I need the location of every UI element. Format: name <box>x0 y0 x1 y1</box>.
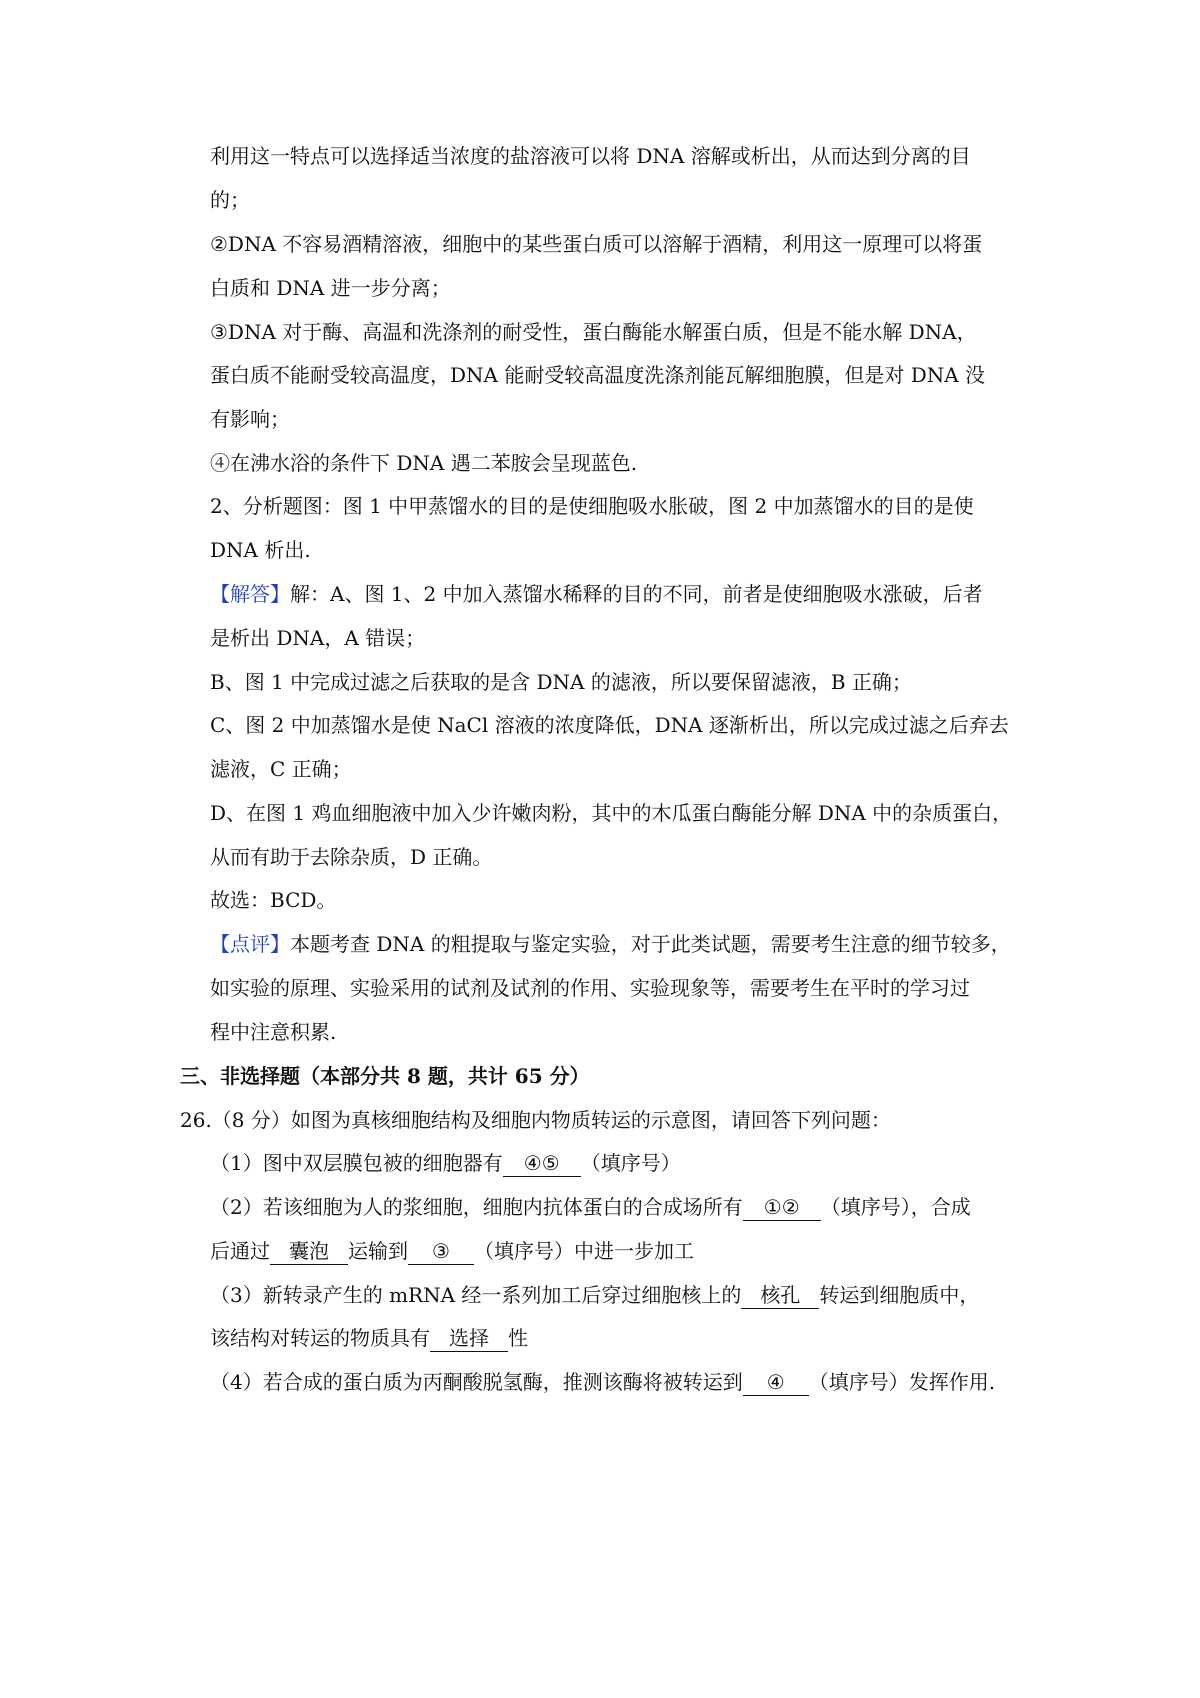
comment-line1 <box>210 930 1011 958</box>
q26-s2-prefix: （2）若该细胞为人的浆细胞，细胞内抗体蛋白的合成场所有 <box>210 1195 743 1219</box>
q26-s2b-answer1: 囊泡 <box>270 1238 348 1265</box>
q26-s2-suffix: （填序号），合成 <box>820 1195 971 1219</box>
q26-subq4 <box>210 1368 995 1396</box>
q26-s3-prefix: （3）新转录产生的 mRNA 经一系列加工后穿过细胞核上的 <box>210 1283 742 1307</box>
q26-subq2-cont <box>210 1237 694 1265</box>
q26-subq2 <box>210 1193 971 1221</box>
answer-tag: 【解答】 <box>210 582 290 606</box>
q26-s2b-suffix: （填序号）中进一步加工 <box>474 1239 694 1263</box>
q26-s2-answer: ①② <box>743 1194 821 1221</box>
q26-s4-answer: ④ <box>743 1369 809 1396</box>
q26-s3b-prefix: 该结构对转运的物质具有 <box>210 1326 430 1350</box>
analysis-p2-line2: 白质和 DNA 进一步分离； <box>210 276 451 300</box>
analysis-p3-line2: 蛋白质不能耐受较高温度，DNA 能耐受较高温度洗涤剂能瓦解细胞膜，但是对 DNA 没 <box>210 363 986 387</box>
analysis-p2-line1: ②DNA 不容易酒精溶液，细胞中的某些蛋白质可以溶解于酒精，利用这一原理可以将蛋 <box>210 232 983 256</box>
q26-s3b-suffix: 性 <box>508 1326 528 1350</box>
answer-line-c2: 滤液，C 正确； <box>210 757 352 781</box>
comment-line2: 如实验的原理、实验采用的试剂及试剂的作用、实验现象等，需要考生在平时的学习过 <box>210 976 970 1000</box>
analysis-p5-line1: 2、分析题图：图 1 中甲蒸馏水的目的是使细胞吸水胀破，图 2 中加蒸馏水的目的是使 <box>210 494 974 518</box>
q26-subq1 <box>210 1149 681 1177</box>
comment-tag: 【点评】 <box>210 932 290 956</box>
answer-line-a1 <box>210 580 983 608</box>
q26-s2b-middle: 运输到 <box>348 1239 408 1263</box>
q26-s2b-answer2: ③ <box>408 1238 474 1265</box>
q26-s3-answer: 核孔 <box>741 1282 819 1309</box>
answer-line-d2: 从而有助于去除杂质，D 正确。 <box>210 845 493 869</box>
q26-subq3-cont <box>210 1324 528 1352</box>
comment-text-line1: 本题考查 DNA 的粗提取与鉴定实验，对于此类试题，需要考生注意的细节较多， <box>290 932 1011 956</box>
analysis-p3-line3: 有影响； <box>210 407 290 431</box>
answer-a-text: 解：A、图 1、2 中加入蒸馏水稀释的目的不同，前者是使细胞吸水涨破，后者 <box>290 582 983 606</box>
q26-s2b-prefix: 后通过 <box>210 1239 270 1263</box>
section-title: 三、非选择题（本部分共 8 题，共计 65 分） <box>180 1064 590 1088</box>
answer-line-c1: C、图 2 中加蒸馏水是使 NaCl 溶液的浓度降低，DNA 逐渐析出，所以完成过滤之后弃去 <box>210 713 1009 737</box>
analysis-p4-line1: ④在沸水浴的条件下 DNA 遇二苯胺会呈现蓝色. <box>210 451 638 475</box>
analysis-p1-line1: 利用这一特点可以选择适当浓度的盐溶液可以将 DNA 溶解或析出，从而达到分离的目 <box>210 144 971 168</box>
answer-line-b1: B、图 1 中完成过滤之后获取的是含 DNA 的滤液，所以要保留滤液，B 正确； <box>210 670 912 694</box>
q26-s4-suffix: （填序号）发挥作用. <box>808 1370 996 1394</box>
q26-s3b-answer: 选择 <box>430 1325 508 1352</box>
analysis-p1-line2: 的； <box>210 188 250 212</box>
q26-s4-prefix: （4）若合成的蛋白质为丙酮酸脱氢酶，推测该酶将被转运到 <box>210 1370 743 1394</box>
q26-subq3 <box>210 1281 979 1309</box>
answer-choice: 故选：BCD。 <box>210 888 337 912</box>
analysis-p3-line1: ③DNA 对于酶、高温和洗涤剂的耐受性，蛋白酶能水解蛋白质，但是不能水解 DNA， <box>210 320 977 344</box>
q26-s1-answer: ④⑤ <box>503 1150 581 1177</box>
q26-s1-suffix: （填序号） <box>580 1151 681 1175</box>
answer-line-d1: D、在图 1 鸡血细胞液中加入少许嫩肉粉，其中的木瓜蛋白酶能分解 DNA 中的杂质蛋白， <box>210 801 1013 825</box>
q26-s3-suffix: 转运到细胞质中， <box>819 1283 980 1307</box>
q26-stem: 26.（8 分）如图为真核细胞结构及细胞内物质转运的示意图，请回答下列问题： <box>180 1108 891 1132</box>
q26-s1-prefix: （1）图中双层膜包被的细胞器有 <box>210 1151 503 1175</box>
analysis-p5-line2: DNA 析出. <box>210 538 311 562</box>
comment-line3: 程中注意积累. <box>210 1020 337 1044</box>
answer-line-a2: 是析出 DNA，A 错误； <box>210 626 426 650</box>
